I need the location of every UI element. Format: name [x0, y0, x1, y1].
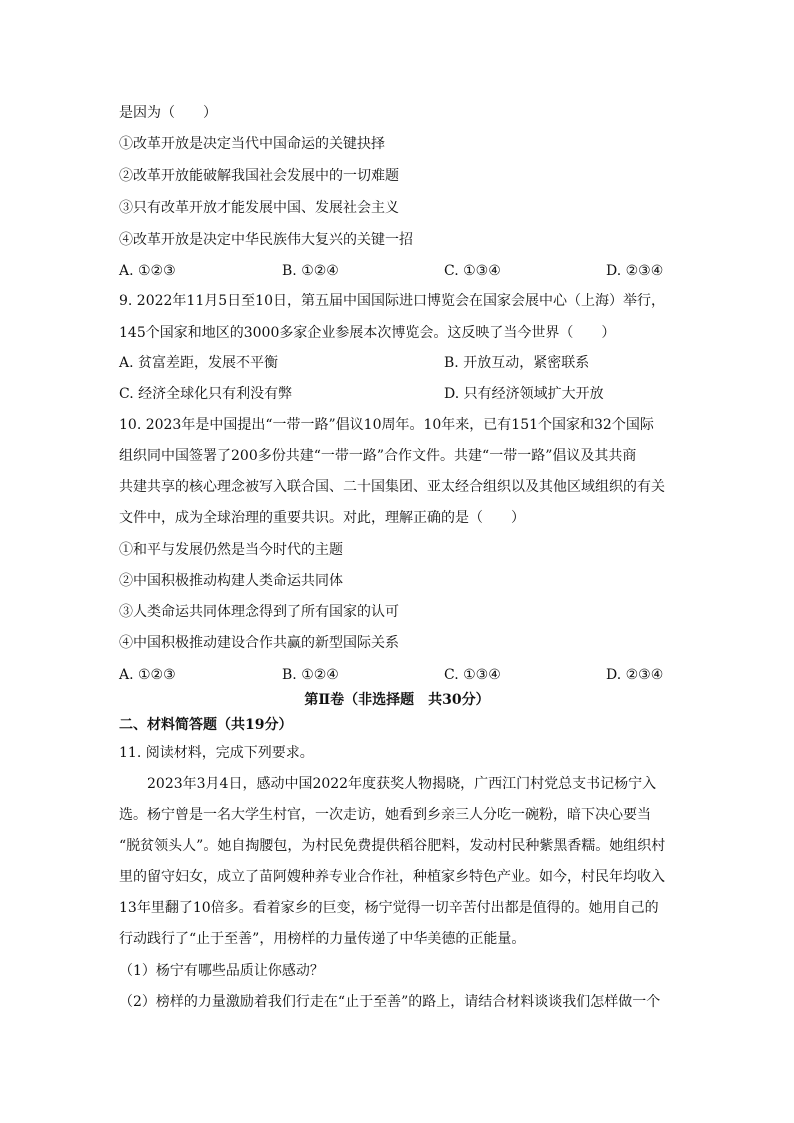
- q10-option-a[interactable]: A. ①②③: [119, 667, 176, 683]
- q8-statement-4: ④改革开放是决定中华民族伟大复兴的关键一招: [119, 232, 413, 248]
- q8-option-d[interactable]: D. ②③④: [606, 263, 664, 279]
- q9-option-d[interactable]: D. 只有经济领域扩大开放: [444, 386, 604, 402]
- q11-material-line-6: 行动践行了“止于至善”，用榜样的力量传递了中华美德的正能量。: [119, 931, 526, 947]
- q11-material-line-3: “脱贫领头人”。她自掏腰包，为村民免费提供稻谷肥料，发动村民种紫黑香糯。她组织村: [119, 838, 666, 854]
- q10-statement-1: ①和平与发展仍然是当今时代的主题: [119, 542, 343, 558]
- q9-option-a[interactable]: A. 贫富差距，发展不平衡: [119, 355, 279, 371]
- q11-intro: 11. 阅读材料，完成下列要求。: [119, 745, 314, 761]
- q9-line-2: 145个国家和地区的3000多家企业参展本次博览会。这反映了当今世界（ ）: [119, 325, 616, 341]
- q11-sub-question-2: （2）榜样的力量激励着我们行走在“止于至善”的路上，请结合材料谈谈我们怎样做一个: [119, 994, 661, 1010]
- q9-option-b[interactable]: B. 开放互动，紧密联系: [444, 355, 590, 371]
- q10-line-3: 共建共享的核心理念被写入联合国、二十国集团、亚太经合组织以及其他区域组织的有关: [119, 479, 665, 495]
- q10-line-4: 文件中，成为全球治理的重要共识。对此，理解正确的是（ ）: [119, 510, 525, 526]
- q10-line-2: 组织同中国签署了200多份共建“一带一路”合作文件。共建“一带一路”倡议及其共商: [119, 448, 637, 464]
- q9-option-c[interactable]: C. 经济全球化只有利没有弊: [119, 386, 293, 402]
- q8-statement-2: ②改革开放能破解我国社会发展中的一切难题: [119, 168, 399, 184]
- section-2-heading: 二、材料简答题（共19分）: [119, 717, 293, 733]
- q10-line-1: 10. 2023年是中国提出“一带一路”倡议10周年。10年来，已有151个国家和32个国际: [119, 417, 654, 433]
- q8-option-a[interactable]: A. ①②③: [119, 263, 176, 279]
- q8-statement-1: ①改革开放是决定当代中国命运的关键抉择: [119, 136, 385, 152]
- q8-option-b[interactable]: B. ①②④: [282, 263, 339, 279]
- q11-sub-question-1: （1）杨宁有哪些品质让你感动？: [119, 963, 324, 979]
- q8-option-c[interactable]: C. ①③④: [444, 263, 501, 279]
- q8-statement-3: ③只有改革开放才能发展中国、发展社会主义: [119, 200, 399, 216]
- section-2-title: 第Ⅱ卷（非选择题 共30分）: [304, 692, 490, 708]
- q9-line-1: 9. 2022年11月5日至10日，第五届中国国际进口博览会在国家会展中心（上海）举行，: [119, 293, 665, 309]
- q10-option-c[interactable]: C. ①③④: [444, 667, 501, 683]
- q11-material-line-2: 选。杨宁曾是一名大学生村官，一次走访，她看到乡亲三人分吃一碗粉，暗下决心要当: [119, 807, 651, 823]
- q10-option-b[interactable]: B. ①②④: [282, 667, 339, 683]
- q11-material-line-1: 2023年3月4日，感动中国2022年度获奖人物揭晓，广西江门村党总支书记杨宁入: [147, 776, 657, 792]
- q10-statement-3: ③人类命运共同体理念得到了所有国家的认可: [119, 604, 399, 620]
- q11-material-line-5: 13年里翻了10倍多。看着家乡的巨变，杨宁觉得一切辛苦付出都是值得的。她用自己的: [119, 900, 659, 916]
- q10-statement-2: ②中国积极推动构建人类命运共同体: [119, 573, 343, 589]
- q10-statement-4: ④中国积极推动建设合作共赢的新型国际关系: [119, 635, 399, 651]
- q11-material-line-4: 里的留守妇女，成立了苗阿嫂种养专业合作社，种植家乡特色产业。如今，村民年均收入: [119, 869, 665, 885]
- q8-stem-end: 是因为（ ）: [119, 105, 217, 121]
- q10-option-d[interactable]: D. ②③④: [606, 667, 664, 683]
